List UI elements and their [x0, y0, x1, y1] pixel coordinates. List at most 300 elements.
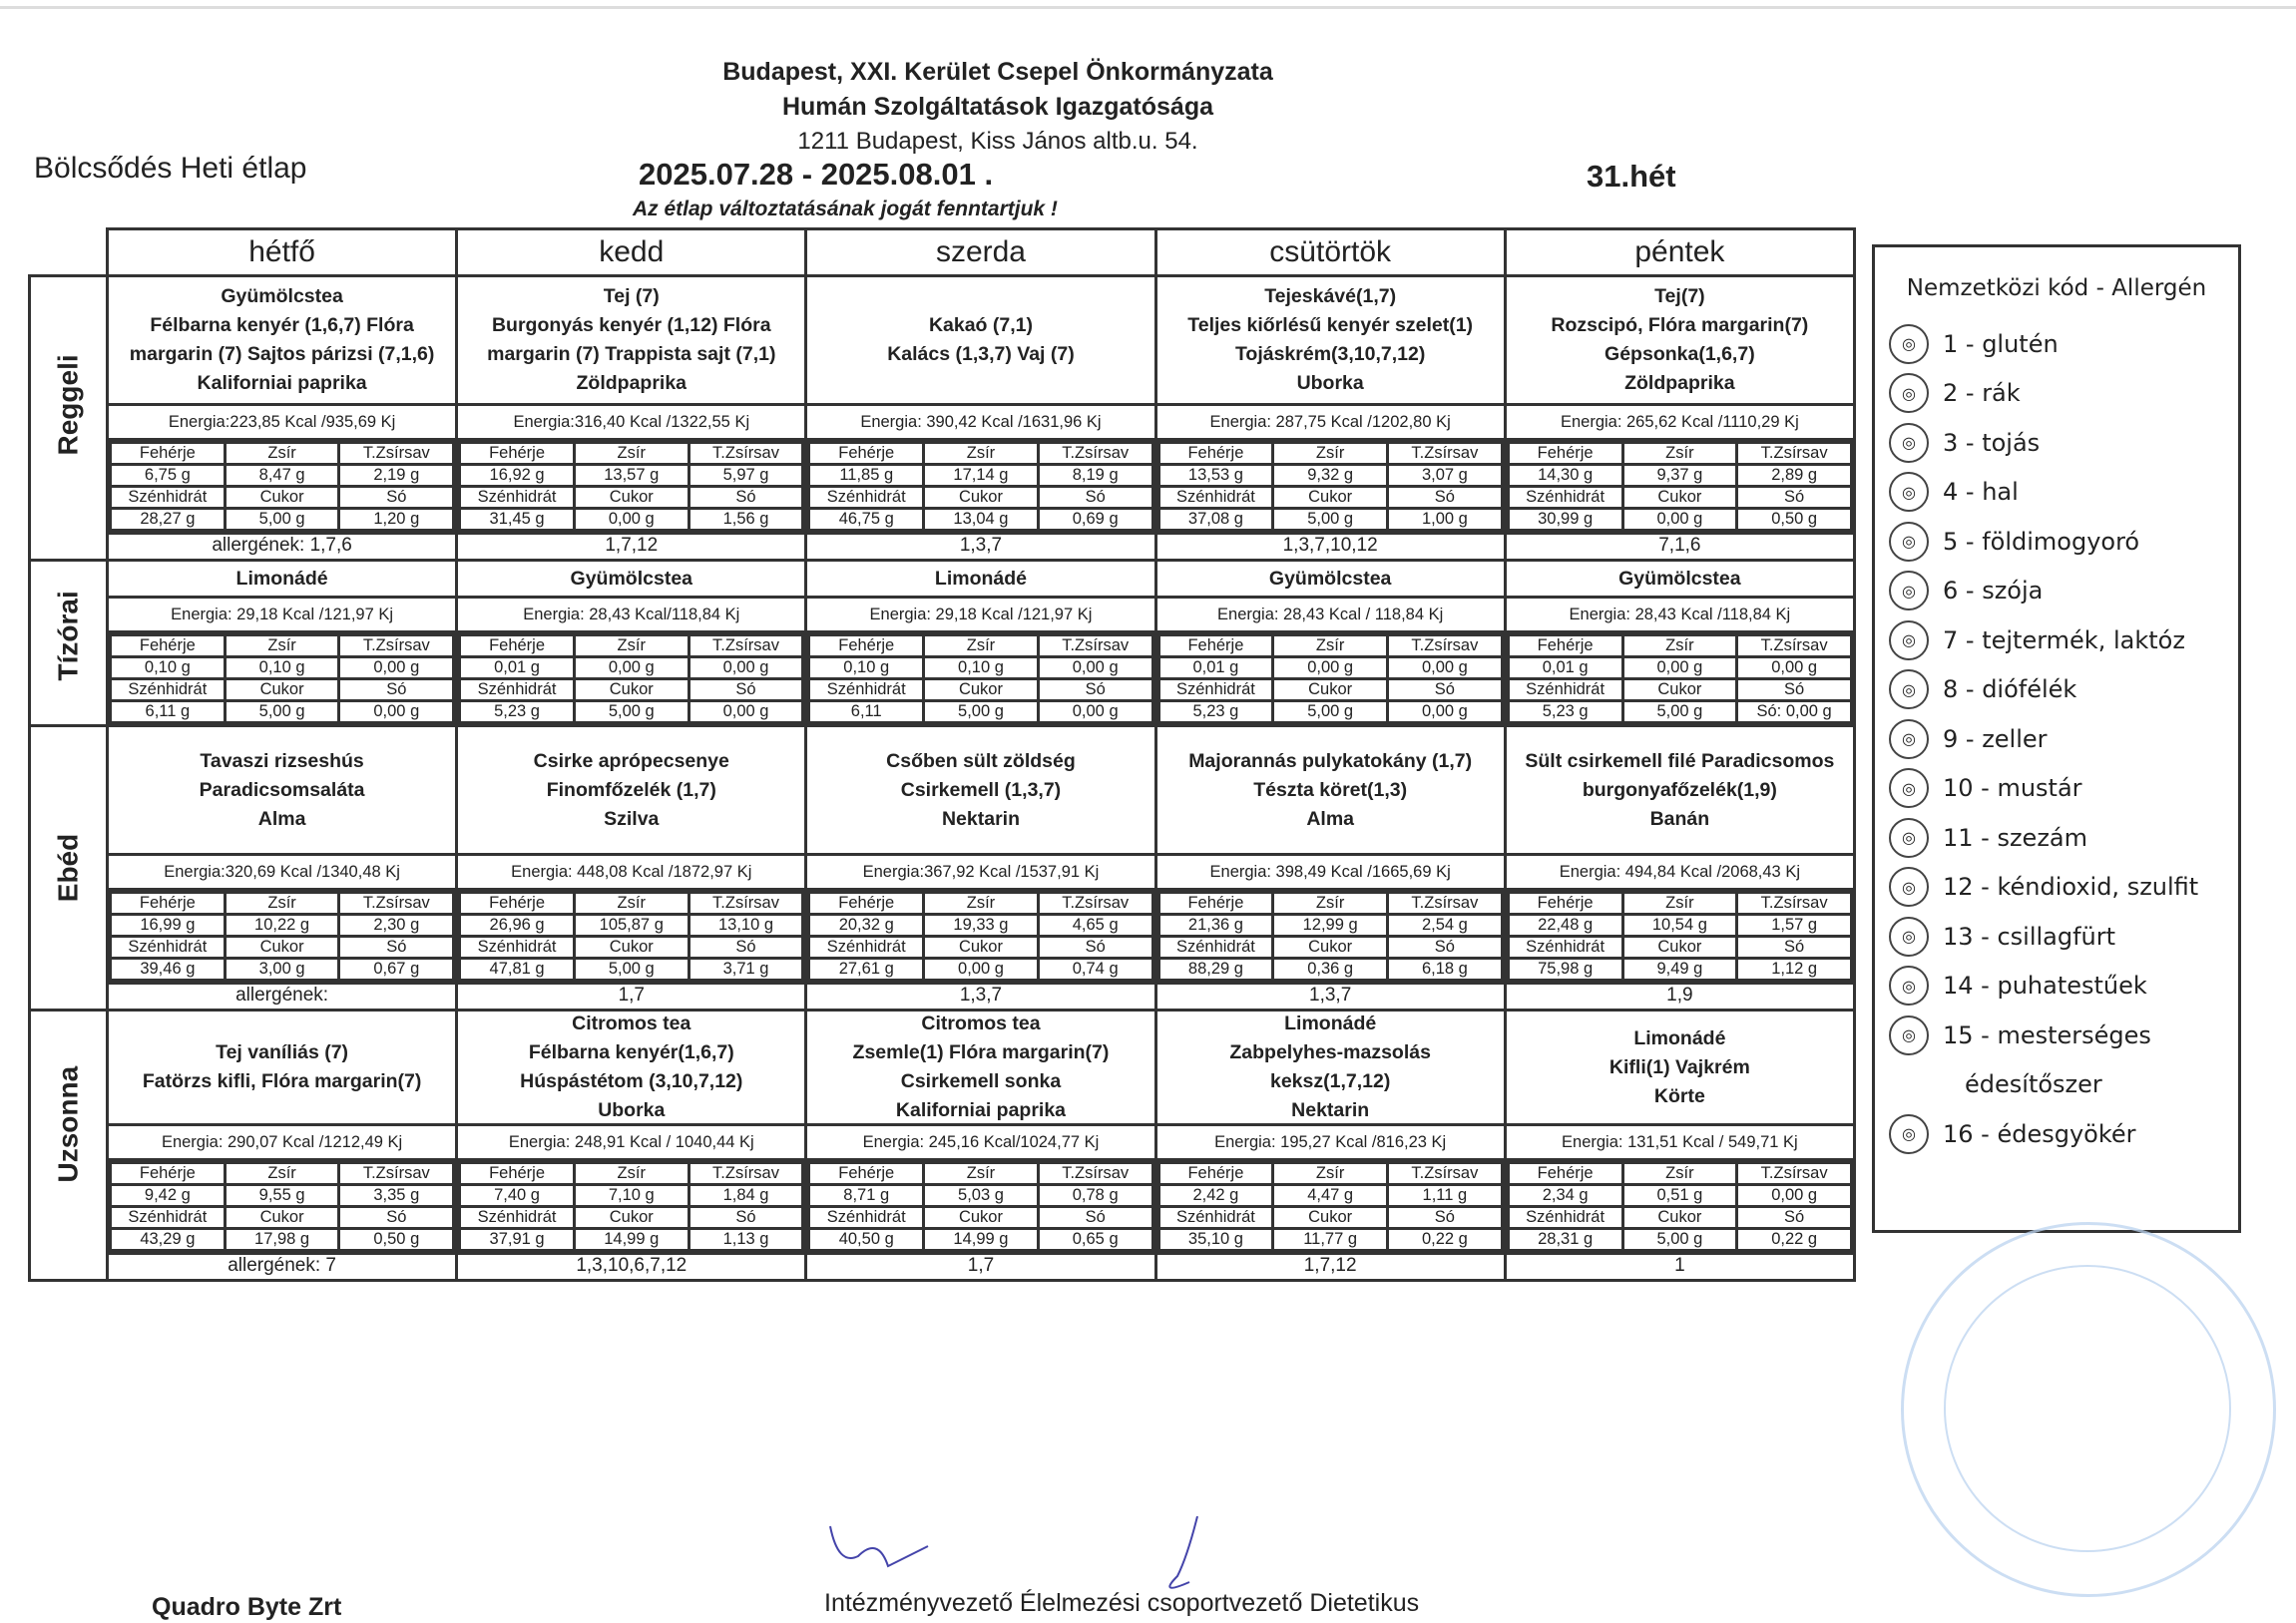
- value-tfat: 13,10 g: [689, 915, 803, 937]
- food-line: Húspástétom (3,10,7,12): [520, 1070, 743, 1092]
- energy-value: Energia:223,85 Kcal /935,69 Kj: [109, 406, 455, 441]
- label-carb: Szénhidrát: [1508, 1207, 1622, 1229]
- legend-item: [1875, 813, 2238, 863]
- value-tfat: 0,00 g: [1038, 657, 1152, 679]
- allergen-codes: allergének: 1,7,6: [109, 532, 455, 559]
- value-carb: 6,11: [809, 701, 924, 723]
- energy-value: Energia: 448,08 Kcal /1872,97 Kj: [458, 856, 804, 891]
- value-salt: Só: 0,00 g: [1737, 701, 1852, 723]
- food-items: [458, 277, 804, 406]
- label-protein: Fehérje: [809, 635, 924, 657]
- label-protein: Fehérje: [809, 893, 924, 915]
- label-sugar: Cukor: [1622, 487, 1737, 509]
- label-salt: Só: [1737, 487, 1852, 509]
- legend-label: 4 - hal: [1943, 478, 2019, 507]
- label-carb: Szénhidrát: [1158, 679, 1273, 701]
- label-salt: Só: [1388, 679, 1503, 701]
- label-protein: Fehérje: [111, 635, 226, 657]
- legend-label: 10 - mustár: [1943, 774, 2082, 803]
- label-protein: Fehérje: [111, 1163, 226, 1185]
- value-protein: 9,42 g: [111, 1185, 226, 1207]
- label-protein: Fehérje: [1158, 635, 1273, 657]
- label-fat: Zsír: [1622, 1163, 1737, 1185]
- value-protein: 0,01 g: [460, 657, 575, 679]
- value-protein: 16,92 g: [460, 465, 575, 487]
- value-fat: 9,37 g: [1622, 465, 1737, 487]
- label-salt: Só: [1038, 487, 1152, 509]
- legend-label: 3 - tojás: [1943, 428, 2041, 457]
- meal-label-cell: [30, 561, 108, 726]
- label-carb: Szénhidrát: [1158, 937, 1273, 959]
- institution-stamp: [1901, 1222, 2276, 1597]
- food-line: Sült csirkemell filé Paradicsomos: [1525, 749, 1835, 772]
- value-protein: 0,01 g: [1508, 657, 1622, 679]
- food-line: Csirke aprópecsenye: [533, 749, 729, 772]
- value-tfat: 3,07 g: [1388, 465, 1503, 487]
- legend-item: [1875, 665, 2238, 715]
- allergen-codes: 1,3,7: [807, 982, 1153, 1009]
- legend-item: [1875, 962, 2238, 1012]
- value-protein: 26,96 g: [460, 915, 575, 937]
- label-salt: Só: [1388, 937, 1503, 959]
- value-protein: 11,85 g: [809, 465, 924, 487]
- celery-icon: ◎: [1889, 719, 1929, 759]
- org-name: Budapest, XXI. Kerület Csepel Önkormányzata: [722, 58, 1273, 86]
- value-carb: 30,99 g: [1508, 509, 1622, 531]
- label-salt: Só: [1388, 1207, 1503, 1229]
- label-salt: Só: [339, 487, 454, 509]
- meal-label: Tízórai: [52, 590, 84, 680]
- org-address: 1211 Budapest, Kiss János altb.u. 54.: [797, 128, 1198, 155]
- label-sugar: Cukor: [574, 1207, 689, 1229]
- energy-value: Energia: 131,51 Kcal / 549,71 Kj: [1507, 1126, 1853, 1161]
- label-sugar: Cukor: [574, 937, 689, 959]
- label-protein: Fehérje: [1158, 893, 1273, 915]
- food-line: Tej vaníliás (7): [216, 1041, 349, 1063]
- nutrition-table: [1157, 891, 1504, 982]
- energy-value: Energia:367,92 Kcal /1537,91 Kj: [807, 856, 1153, 891]
- value-sugar: 11,77 g: [1273, 1229, 1388, 1251]
- value-tfat: 8,19 g: [1038, 465, 1152, 487]
- legend-item: [1875, 369, 2238, 419]
- value-tfat: 0,00 g: [1737, 1185, 1852, 1207]
- soy-icon: ◎: [1889, 571, 1929, 610]
- value-salt: 3,71 g: [689, 959, 803, 981]
- label-fat: Zsír: [924, 635, 1039, 657]
- value-salt: 0,65 g: [1038, 1229, 1152, 1251]
- value-protein: 8,71 g: [809, 1185, 924, 1207]
- energy-value: Energia: 248,91 Kcal / 1040,44 Kj: [458, 1126, 804, 1161]
- value-sugar: 5,00 g: [1273, 509, 1388, 531]
- energy-value: Energia: 287,75 Kcal /1202,80 Kj: [1157, 406, 1504, 441]
- label-tfat: T.Zsírsav: [1038, 893, 1152, 915]
- nutrition-table: [1507, 891, 1853, 982]
- menu-cell: [806, 1011, 1155, 1281]
- nutrition-table: [109, 633, 455, 724]
- label-fat: Zsír: [574, 1163, 689, 1185]
- label-sugar: Cukor: [924, 1207, 1039, 1229]
- value-tfat: 5,97 g: [689, 465, 803, 487]
- food-items: [807, 277, 1153, 406]
- menu-cell: [457, 1011, 806, 1281]
- legend-label: 15 - mesterséges: [1943, 1020, 2151, 1049]
- legend-item: [1875, 468, 2238, 518]
- fish-icon: ◎: [1889, 472, 1929, 512]
- value-tfat: 3,35 g: [339, 1185, 454, 1207]
- nutrition-table: [807, 1161, 1153, 1252]
- legend-item: [1875, 714, 2238, 764]
- label-tfat: T.Zsírsav: [1737, 443, 1852, 465]
- energy-value: Energia: 494,84 Kcal /2068,43 Kj: [1507, 856, 1853, 891]
- value-sugar: 3,00 g: [225, 959, 339, 981]
- food-items: [1507, 1012, 1853, 1126]
- label-sugar: Cukor: [1273, 1207, 1388, 1229]
- food-line: Zsemle(1) Flóra margarin(7): [852, 1041, 1110, 1063]
- food-items: [807, 562, 1153, 599]
- allergen-codes: 1,3,7: [807, 532, 1153, 559]
- value-protein: 0,01 g: [1158, 657, 1273, 679]
- day-tuesday: kedd: [457, 229, 806, 276]
- legend-title: Nemzetközi kód - Allergén: [1906, 275, 2207, 301]
- sesame-icon: ◎: [1889, 818, 1929, 858]
- label-sugar: Cukor: [225, 937, 339, 959]
- label-salt: Só: [689, 487, 803, 509]
- value-fat: 0,51 g: [1622, 1185, 1737, 1207]
- value-protein: 22,48 g: [1508, 915, 1622, 937]
- value-protein: 6,75 g: [111, 465, 226, 487]
- crab-icon: ◎: [1889, 373, 1929, 413]
- food-line: Félbarna kenyér(1,6,7): [528, 1041, 734, 1063]
- allergen-codes: 1,7,12: [1157, 1252, 1504, 1279]
- value-salt: 1,00 g: [1388, 509, 1503, 531]
- label-tfat: T.Zsírsav: [1388, 635, 1503, 657]
- food-line: Majorannás pulykatokány (1,7): [1188, 749, 1473, 772]
- scan-edge: [0, 6, 2296, 9]
- label-salt: Só: [1038, 937, 1152, 959]
- food-line: Zöldpaprika: [1624, 372, 1735, 394]
- label-fat: Zsír: [574, 443, 689, 465]
- value-tfat: 1,84 g: [689, 1185, 803, 1207]
- wheat-icon: ◎: [1889, 324, 1929, 364]
- menu-cell: [108, 276, 457, 561]
- label-salt: Só: [1038, 1207, 1152, 1229]
- energy-value: Energia: 28,43 Kcal/118,84 Kj: [458, 599, 804, 633]
- food-line: keksz(1,7,12): [1269, 1070, 1391, 1092]
- day-monday: hétfő: [108, 229, 457, 276]
- allergen-codes: 1,7,12: [458, 532, 804, 559]
- value-sugar: 5,00 g: [1622, 1229, 1737, 1251]
- food-line: Rozscipó, Flóra margarin(7): [1551, 314, 1809, 336]
- value-sugar: 0,00 g: [924, 959, 1039, 981]
- legend-item: [1875, 1109, 2238, 1159]
- label-protein: Fehérje: [111, 893, 226, 915]
- value-salt: 0,00 g: [339, 701, 454, 723]
- food-items: [458, 1012, 804, 1126]
- value-fat: 8,47 g: [225, 465, 339, 487]
- food-items: [458, 562, 804, 599]
- energy-value: Energia: 29,18 Kcal /121,97 Kj: [807, 599, 1153, 633]
- value-salt: 0,22 g: [1388, 1229, 1503, 1251]
- allergen-codes: 7,1,6: [1507, 532, 1853, 559]
- nutrition-table: [458, 1161, 804, 1252]
- label-carb: Szénhidrát: [460, 1207, 575, 1229]
- label-sugar: Cukor: [1622, 937, 1737, 959]
- label-salt: Só: [1737, 679, 1852, 701]
- value-sugar: 14,99 g: [574, 1229, 689, 1251]
- label-salt: Só: [339, 937, 454, 959]
- value-fat: 12,99 g: [1273, 915, 1388, 937]
- legend-item: [1875, 1060, 2238, 1110]
- label-sugar: Cukor: [225, 679, 339, 701]
- label-carb: Szénhidrát: [809, 679, 924, 701]
- value-protein: 14,30 g: [1508, 465, 1622, 487]
- allergen-codes: allergének: 7: [109, 1252, 455, 1279]
- value-sugar: 5,00 g: [225, 701, 339, 723]
- label-salt: Só: [689, 1207, 803, 1229]
- food-items: [109, 562, 455, 599]
- label-salt: Só: [339, 1207, 454, 1229]
- label-fat: Zsír: [924, 443, 1039, 465]
- value-carb: 5,23 g: [460, 701, 575, 723]
- value-carb: 5,23 g: [1508, 701, 1622, 723]
- food-items: [458, 727, 804, 856]
- value-tfat: 0,78 g: [1038, 1185, 1152, 1207]
- label-tfat: T.Zsírsav: [1038, 1163, 1152, 1185]
- nutrition-table: [1507, 633, 1853, 724]
- label-fat: Zsír: [924, 1163, 1039, 1185]
- legend-label: 16 - édesgyökér: [1943, 1119, 2136, 1148]
- food-line: Teljes kiőrlésű kenyér szelet(1): [1187, 314, 1474, 336]
- label-fat: Zsír: [1273, 635, 1388, 657]
- value-fat: 0,00 g: [1622, 657, 1737, 679]
- nutrition-table: [458, 633, 804, 724]
- label-carb: Szénhidrát: [809, 1207, 924, 1229]
- label-protein: Fehérje: [1508, 635, 1622, 657]
- value-sugar: 5,00 g: [1273, 701, 1388, 723]
- value-sugar: 14,99 g: [924, 1229, 1039, 1251]
- label-fat: Zsír: [574, 635, 689, 657]
- label-tfat: T.Zsírsav: [689, 893, 803, 915]
- food-line: margarin (7) Trappista sajt (7,1): [487, 343, 776, 365]
- value-sugar: 0,00 g: [574, 509, 689, 531]
- label-sugar: Cukor: [1622, 679, 1737, 701]
- legend-item: [1875, 764, 2238, 814]
- energy-value: Energia: 390,42 Kcal /1631,96 Kj: [807, 406, 1153, 441]
- food-items: [109, 1012, 455, 1126]
- value-tfat: 4,65 g: [1038, 915, 1152, 937]
- label-protein: Fehérje: [1158, 443, 1273, 465]
- value-sugar: 5,00 g: [225, 509, 339, 531]
- menu-cell: [108, 726, 457, 1011]
- label-carb: Szénhidrát: [111, 1207, 226, 1229]
- value-sugar: 5,00 g: [574, 701, 689, 723]
- legend-label: 12 - kéndioxid, szulfit: [1943, 873, 2199, 902]
- label-protein: Fehérje: [111, 443, 226, 465]
- label-carb: Szénhidrát: [1508, 487, 1622, 509]
- label-tfat: T.Zsírsav: [1038, 443, 1152, 465]
- label-sugar: Cukor: [924, 679, 1039, 701]
- value-carb: 28,31 g: [1508, 1229, 1622, 1251]
- allergen-codes: 1,9: [1507, 982, 1853, 1009]
- value-tfat: 2,30 g: [339, 915, 454, 937]
- value-carb: 43,29 g: [111, 1229, 226, 1251]
- energy-value: Energia: 290,07 Kcal /1212,49 Kj: [109, 1126, 455, 1161]
- value-sugar: 9,49 g: [1622, 959, 1737, 981]
- food-line: Gépsonka(1,6,7): [1605, 343, 1755, 365]
- food-line: Tej (7): [603, 285, 660, 307]
- energy-value: Energia: 28,43 Kcal / 118,84 Kj: [1157, 599, 1504, 633]
- value-protein: 21,36 g: [1158, 915, 1273, 937]
- label-tfat: T.Zsírsav: [1388, 443, 1503, 465]
- food-line: Tészta köret(1,3): [1253, 778, 1408, 801]
- food-line: Körte: [1653, 1084, 1705, 1107]
- menu-cell: [1155, 1011, 1505, 1281]
- nutrition-table: [1157, 1161, 1504, 1252]
- label-tfat: T.Zsírsav: [689, 1163, 803, 1185]
- value-carb: 27,61 g: [809, 959, 924, 981]
- food-line: Limonádé: [1284, 1013, 1377, 1034]
- day-friday: péntek: [1505, 229, 1854, 276]
- menu-cell: [1155, 726, 1505, 1011]
- meal-row-tizorai: [30, 561, 1855, 726]
- value-sugar: 5,00 g: [574, 959, 689, 981]
- value-tfat: 0,00 g: [689, 657, 803, 679]
- food-items: [109, 277, 455, 406]
- food-line: Tojáskrém(3,10,7,12): [1234, 343, 1426, 365]
- label-salt: Só: [339, 679, 454, 701]
- label-tfat: T.Zsírsav: [689, 443, 803, 465]
- sulfite-icon: ◎: [1889, 867, 1929, 907]
- value-sugar: 5,00 g: [1622, 701, 1737, 723]
- disclaimer: Az étlap változtatásának jogát fenntartjuk !: [633, 198, 1058, 220]
- food-items: [807, 727, 1153, 856]
- label-tfat: T.Zsírsav: [1388, 893, 1503, 915]
- value-protein: 2,34 g: [1508, 1185, 1622, 1207]
- food-line: Kaliforniai paprika: [197, 372, 367, 394]
- nut-icon: ◎: [1889, 669, 1929, 709]
- label-fat: Zsír: [1273, 893, 1388, 915]
- sweetener-icon: ◎: [1889, 1015, 1929, 1055]
- food-line: margarin (7) Sajtos párizsi (7,1,6): [129, 343, 435, 365]
- food-items: [1507, 727, 1853, 856]
- allergen-codes: 1,7: [458, 982, 804, 1009]
- label-carb: Szénhidrát: [809, 487, 924, 509]
- label-salt: Só: [1737, 1207, 1852, 1229]
- label-fat: Zsír: [225, 443, 339, 465]
- menu-cell: [1505, 1011, 1854, 1281]
- label-sugar: Cukor: [1273, 937, 1388, 959]
- nutrition-table: [1507, 1161, 1853, 1252]
- week-number: 31.hét: [1587, 159, 1676, 194]
- label-tfat: T.Zsírsav: [339, 635, 454, 657]
- nutrition-table: [807, 891, 1153, 982]
- menu-cell: [806, 276, 1155, 561]
- food-line: Limonádé: [235, 567, 328, 590]
- value-protein: 20,32 g: [809, 915, 924, 937]
- mollusc-icon: ◎: [1889, 966, 1929, 1006]
- meal-label: Reggeli: [52, 354, 84, 456]
- value-fat: 10,54 g: [1622, 915, 1737, 937]
- legend-label: édesítőszer: [1965, 1070, 2102, 1099]
- value-sugar: 0,00 g: [1622, 509, 1737, 531]
- legend-item: [1875, 615, 2238, 665]
- value-fat: 9,32 g: [1273, 465, 1388, 487]
- value-fat: 0,00 g: [1273, 657, 1388, 679]
- label-fat: Zsír: [225, 1163, 339, 1185]
- value-protein: 16,99 g: [111, 915, 226, 937]
- value-carb: 39,46 g: [111, 959, 226, 981]
- legend-label: 1 - glutén: [1943, 329, 2059, 358]
- food-items: [1157, 562, 1504, 599]
- value-fat: 5,03 g: [924, 1185, 1039, 1207]
- value-carb: 35,10 g: [1158, 1229, 1273, 1251]
- food-line: Gyümölcstea: [1618, 567, 1741, 590]
- food-line: Citromos tea: [921, 1013, 1041, 1034]
- meal-row-uzsonna: [30, 1011, 1855, 1281]
- label-protein: Fehérje: [460, 635, 575, 657]
- org-department: Humán Szolgáltatások Igazgatósága: [781, 93, 1214, 121]
- label-fat: Zsír: [1622, 443, 1737, 465]
- label-fat: Zsír: [1622, 635, 1737, 657]
- label-tfat: T.Zsírsav: [1737, 1163, 1852, 1185]
- food-line: Limonádé: [1633, 1026, 1726, 1049]
- peanut-icon: ◎: [1889, 522, 1929, 562]
- energy-value: Energia: 28,43 Kcal /118,84 Kj: [1507, 599, 1853, 633]
- nutrition-table: [109, 441, 455, 532]
- meal-row-ebed: [30, 726, 1855, 1011]
- allergen-codes: 1,3,10,6,7,12: [458, 1252, 804, 1279]
- food-line: Nektarin: [1291, 1099, 1370, 1121]
- menu-cell: [108, 1011, 457, 1281]
- food-line: Gyümölcstea: [1268, 567, 1392, 590]
- value-fat: 10,22 g: [225, 915, 339, 937]
- meal-label: Uzsonna: [52, 1065, 84, 1183]
- food-line: Szilva: [604, 807, 660, 830]
- day-thursday: csütörtök: [1155, 229, 1505, 276]
- day-header-row: [30, 229, 1855, 276]
- legend-label: 14 - puhatestűek: [1943, 972, 2147, 1001]
- licorice-icon: ◎: [1889, 1114, 1929, 1154]
- nutrition-table: [1507, 441, 1853, 532]
- value-salt: 0,00 g: [689, 701, 803, 723]
- label-carb: Szénhidrát: [1508, 679, 1622, 701]
- label-fat: Zsír: [924, 893, 1039, 915]
- legend-label: 7 - tejtermék, laktóz: [1943, 625, 2185, 654]
- mustard-icon: ◎: [1889, 768, 1929, 808]
- value-tfat: 1,57 g: [1737, 915, 1852, 937]
- label-sugar: Cukor: [225, 487, 339, 509]
- menu-cell: [457, 726, 806, 1011]
- label-tfat: T.Zsírsav: [339, 1163, 454, 1185]
- label-carb: Szénhidrát: [111, 937, 226, 959]
- label-sugar: Cukor: [574, 487, 689, 509]
- value-protein: 0,10 g: [111, 657, 226, 679]
- label-carb: Szénhidrát: [809, 937, 924, 959]
- value-tfat: 0,00 g: [1388, 657, 1503, 679]
- value-carb: 88,29 g: [1158, 959, 1273, 981]
- value-protein: 13,53 g: [1158, 465, 1273, 487]
- label-protein: Fehérje: [809, 443, 924, 465]
- value-tfat: 1,11 g: [1388, 1185, 1503, 1207]
- label-carb: Szénhidrát: [460, 679, 575, 701]
- value-tfat: 2,89 g: [1737, 465, 1852, 487]
- label-carb: Szénhidrát: [1508, 937, 1622, 959]
- label-fat: Zsír: [1622, 893, 1737, 915]
- legend-item: [1875, 863, 2238, 913]
- value-sugar: 13,04 g: [924, 509, 1039, 531]
- label-carb: Szénhidrát: [460, 937, 575, 959]
- meal-label-cell: [30, 276, 108, 561]
